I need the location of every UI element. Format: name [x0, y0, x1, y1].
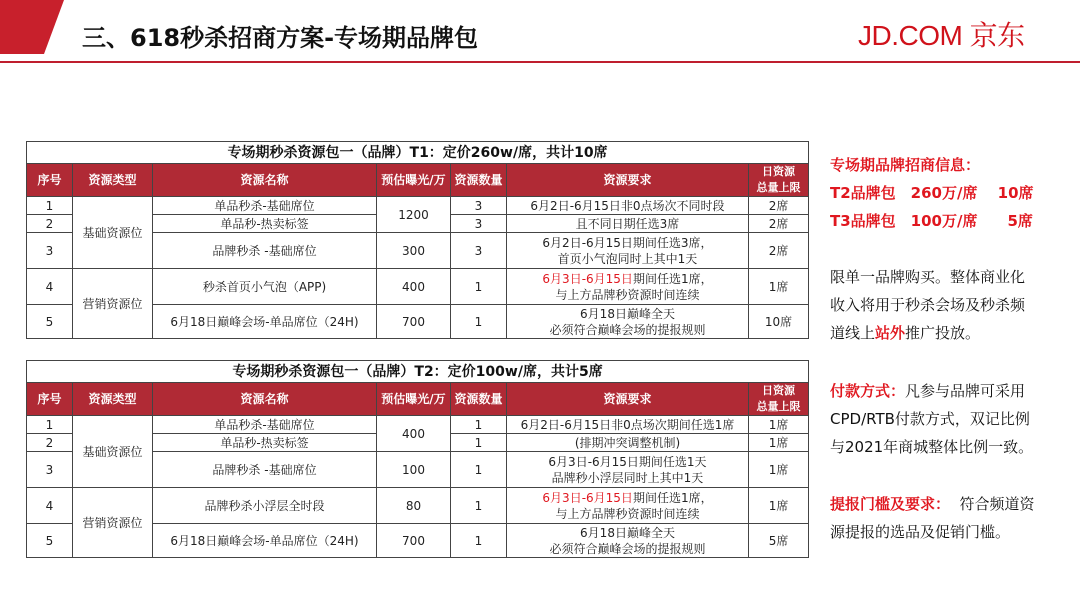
cell-no: 3 — [27, 233, 73, 269]
cell-qty: 3 — [451, 197, 507, 215]
cell-cap: 1席 — [749, 434, 809, 452]
cell-no: 4 — [27, 269, 73, 305]
col-header-name: 资源名称 — [153, 383, 377, 416]
table-caption: 专场期秒杀资源包一（品牌）T2：定价100w/席，共计5席 — [27, 361, 809, 383]
table-row — [27, 269, 809, 305]
cell-requirement: 6月2日-6月15日期间任选3席， 首页小气泡同时上其中1天 — [507, 233, 749, 269]
col-header-requirement: 资源要求 — [507, 164, 749, 197]
cell-exposure: 400 — [377, 269, 451, 305]
cell-name: 秒杀首页小气泡（APP) — [153, 269, 377, 305]
cell-name: 单品秒杀-基础席位 — [153, 416, 377, 434]
purchase-note — [830, 263, 1060, 347]
cell-qty: 1 — [451, 434, 507, 452]
corner-decoration — [0, 0, 64, 54]
table-row — [27, 197, 809, 215]
cell-exposure: 100 — [377, 452, 451, 488]
table-row — [27, 416, 809, 434]
cell-no: 4 — [27, 488, 73, 524]
requirement-line: 提报门槛及要求： 符合频道资 — [830, 495, 1035, 513]
cell-no: 1 — [27, 416, 73, 434]
cell-no: 1 — [27, 197, 73, 215]
cell-exposure: 80 — [377, 488, 451, 524]
cell-cap: 1席 — [749, 416, 809, 434]
info-t2: T2品牌包 260万/席 10席 — [830, 184, 1034, 202]
cell-no: 3 — [27, 452, 73, 488]
cell-qty: 1 — [451, 524, 507, 558]
cell-name: 单品秒杀-基础席位 — [153, 197, 377, 215]
cell-qty: 1 — [451, 416, 507, 434]
cell-cap: 2席 — [749, 233, 809, 269]
col-header-type: 资源类型 — [73, 383, 153, 416]
cell-requirement: 6月18日巅峰全天 必须符合巅峰会场的提报规则 — [507, 305, 749, 339]
note-line: 限单一品牌购买。整体商业化 — [830, 268, 1026, 286]
cell-name: 单品秒-热卖标签 — [153, 434, 377, 452]
cell-type: 基础资源位 — [73, 416, 153, 488]
note-line: 道线上站外推广投放。 — [830, 324, 981, 342]
cell-no: 2 — [27, 215, 73, 233]
cell-qty: 3 — [451, 215, 507, 233]
info-t3: T3品牌包 100万/席 5席 — [830, 212, 1033, 230]
cell-name: 6月18日巅峰会场-单品席位（24H) — [153, 524, 377, 558]
cell-requirement: 6月2日-6月15日非0点场次不同时段 — [507, 197, 749, 215]
payment-method — [830, 377, 1060, 461]
cell-no: 2 — [27, 434, 73, 452]
requirement-line: 源提报的选品及促销门槛。 — [830, 523, 1011, 541]
cell-name: 6月18日巅峰会场-单品席位（24H) — [153, 305, 377, 339]
note-line: 收入将用于秒杀会场及秒杀频 — [830, 296, 1026, 314]
cell-no: 5 — [27, 524, 73, 558]
cell-cap: 1席 — [749, 452, 809, 488]
cell-cap: 2席 — [749, 215, 809, 233]
cell-exposure: 300 — [377, 233, 451, 269]
resource-table-t1 — [26, 141, 809, 339]
cell-cap: 10席 — [749, 305, 809, 339]
col-header-no: 序号 — [27, 164, 73, 197]
payment-line: 与2021年商城整体比例一致。 — [830, 438, 1034, 456]
payment-line: CPD/RTB付款方式，双记比例 — [830, 410, 1030, 428]
cell-requirement: (排期冲突调整机制) — [507, 434, 749, 452]
col-header-no: 序号 — [27, 383, 73, 416]
cell-requirement: 6月2日-6月15日非0点场次期间任选1席 — [507, 416, 749, 434]
cell-requirement: 6月18日巅峰全天 必须符合巅峰会场的提报规则 — [507, 524, 749, 558]
cell-type: 营销资源位 — [73, 488, 153, 558]
cell-qty: 1 — [451, 452, 507, 488]
cell-no: 5 — [27, 305, 73, 339]
cell-requirement: 6月3日-6月15日期间任选1席， 与上方品牌秒资源时间连续 — [507, 488, 749, 524]
col-header-cap: 日资源 总量上限 — [749, 164, 809, 197]
brand-package-info — [830, 151, 1060, 235]
col-header-cap: 日资源 总量上限 — [749, 383, 809, 416]
col-header-qty: 资源数量 — [451, 383, 507, 416]
cell-name: 品牌秒杀小浮层全时段 — [153, 488, 377, 524]
cell-name: 单品秒-热卖标签 — [153, 215, 377, 233]
table-row — [27, 488, 809, 524]
page-title: 三、618秒杀招商方案-专场期品牌包 — [82, 24, 479, 52]
cell-requirement: 6月3日-6月15日期间任选1席， 与上方品牌秒资源时间连续 — [507, 269, 749, 305]
cell-qty: 1 — [451, 269, 507, 305]
title-divider — [0, 61, 1080, 63]
cell-exposure: 700 — [377, 524, 451, 558]
cell-cap: 5席 — [749, 524, 809, 558]
cell-qty: 1 — [451, 305, 507, 339]
cell-requirement: 6月3日-6月15日期间任选1天 品牌秒小浮层同时上其中1天 — [507, 452, 749, 488]
col-header-type: 资源类型 — [73, 164, 153, 197]
cell-type: 基础资源位 — [73, 197, 153, 269]
cell-exposure: 700 — [377, 305, 451, 339]
col-header-qty: 资源数量 — [451, 164, 507, 197]
col-header-name: 资源名称 — [153, 164, 377, 197]
cell-cap: 2席 — [749, 197, 809, 215]
table-caption: 专场期秒杀资源包一（品牌）T1：定价260w/席，共计10席 — [27, 142, 809, 164]
cell-qty: 1 — [451, 488, 507, 524]
cell-qty: 3 — [451, 233, 507, 269]
cell-cap: 1席 — [749, 269, 809, 305]
cell-cap: 1席 — [749, 488, 809, 524]
jd-logo: JD.COM 京东 — [858, 20, 1025, 51]
cell-name: 品牌秒杀 -基础席位 — [153, 452, 377, 488]
cell-exposure: 400 — [377, 416, 451, 452]
cell-requirement: 且不同日期任选3席 — [507, 215, 749, 233]
col-header-requirement: 资源要求 — [507, 383, 749, 416]
submission-requirements — [830, 490, 1060, 546]
col-header-exposure: 预估曝光/万 — [377, 164, 451, 197]
cell-name: 品牌秒杀 -基础席位 — [153, 233, 377, 269]
payment-line: 付款方式：凡参与品牌可采用 — [830, 382, 1026, 400]
col-header-exposure: 预估曝光/万 — [377, 383, 451, 416]
info-title: 专场期品牌招商信息： — [830, 156, 981, 174]
resource-table-t2 — [26, 360, 809, 558]
cell-exposure: 1200 — [377, 197, 451, 233]
cell-type: 营销资源位 — [73, 269, 153, 339]
